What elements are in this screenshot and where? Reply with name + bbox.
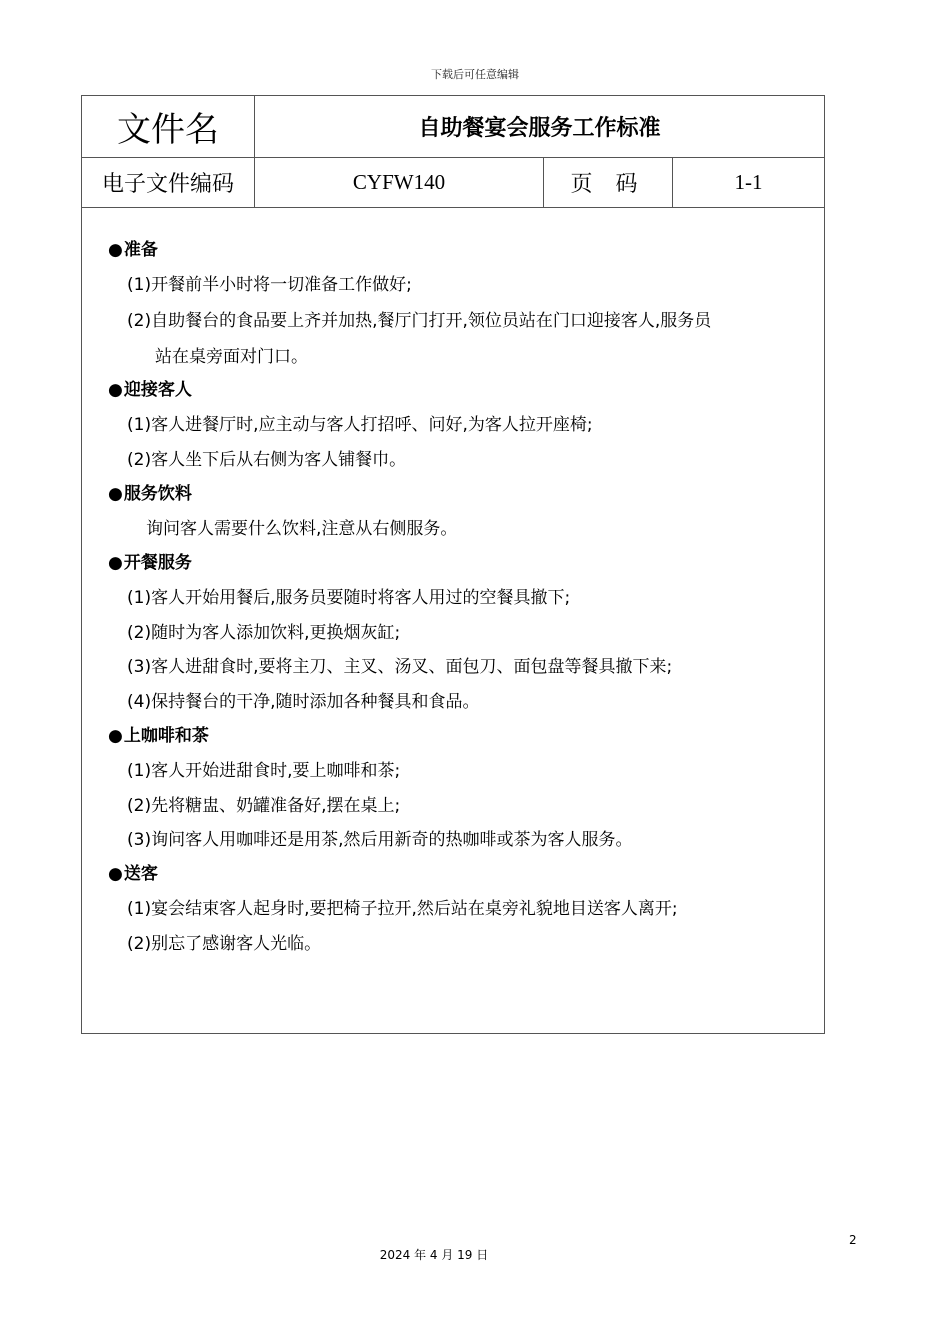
section-item: (1)客人开始进甜食时,要上咖啡和茶; [127, 761, 401, 781]
section-item: (2)别忘了感谢客人光临。 [127, 934, 322, 954]
section-heading: ●上咖啡和茶 [108, 726, 209, 746]
section-heading: ●开餐服务 [108, 553, 192, 573]
document-table [81, 95, 825, 1034]
file-name-label: 文件名 [82, 96, 255, 157]
section-item: (2)先将糖盅、奶罐准备好,摆在桌上; [127, 796, 401, 816]
section-item: (2)随时为客人添加饮料,更换烟灰缸; [127, 623, 401, 643]
footer-date: 2024 年 4 月 19 日 [379, 1248, 489, 1262]
document-title: 自助餐宴会服务工作标准 [418, 116, 661, 141]
section-item: (2)客人坐下后从右侧为客人铺餐巾。 [127, 450, 407, 470]
e-code-label: 电子文件编码 [82, 157, 255, 207]
section-item: (4)保持餐台的干净,随时添加各种餐具和食品。 [127, 692, 480, 712]
header-note: 下载后可任意编辑 [431, 68, 519, 81]
page-number: 2 [849, 1233, 857, 1247]
section-item: 询问客人需要什么饮料,注意从右侧服务。 [146, 519, 458, 539]
section-item: (3)客人进甜食时,要将主刀、主叉、汤叉、面包刀、面包盘等餐具撤下来; [127, 657, 673, 677]
bullet-icon: ● [108, 864, 123, 884]
section-item: (3)询问客人用咖啡还是用茶,然后用新奇的热咖啡或茶为客人服务。 [127, 830, 633, 850]
section-item: (2)自助餐台的食品要上齐并加热,餐厅门打开,领位员站在门口迎接客人,服务员 [127, 311, 712, 331]
section-item: (1)客人进餐厅时,应主动与客人打招呼、问好,为客人拉开座椅; [127, 415, 593, 435]
bullet-icon: ● [108, 380, 123, 400]
bullet-icon: ● [108, 726, 123, 746]
page-value: 1-1 [734, 169, 763, 194]
section-heading: ●送客 [108, 864, 158, 884]
section-heading: ●准备 [108, 240, 158, 260]
section-item: (1)客人开始用餐后,服务员要随时将客人用过的空餐具撤下; [127, 588, 571, 608]
section-item: (1)开餐前半小时将一切准备工作做好; [127, 275, 412, 295]
bullet-icon: ● [108, 484, 123, 504]
bullet-icon: ● [108, 240, 123, 260]
bullet-icon: ● [108, 553, 123, 573]
section-item: (1)宴会结束客人起身时,要把椅子拉开,然后站在桌旁礼貌地目送客人离开; [127, 899, 678, 919]
e-code-value: CYFW140 [255, 157, 544, 207]
section-heading: ●迎接客人 [108, 380, 192, 400]
section-heading: ●服务饮料 [108, 484, 192, 504]
page-label: 页 码 [544, 157, 673, 207]
section-item: 站在桌旁面对门口。 [155, 347, 308, 367]
code-row [82, 157, 824, 208]
title-row [82, 96, 824, 158]
